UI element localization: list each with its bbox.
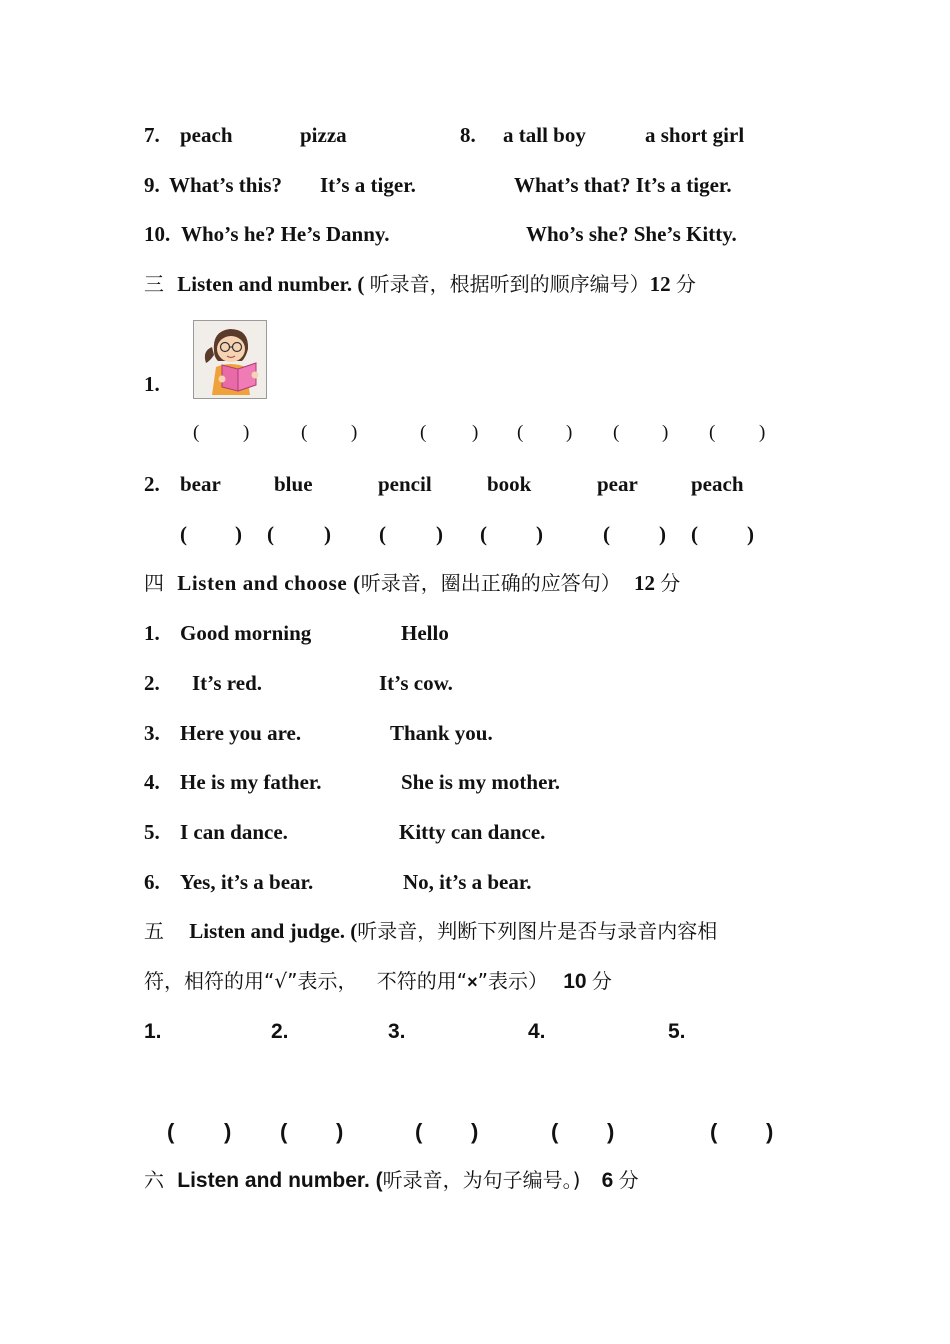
choice-3-option-b: Thank you. [390,721,493,745]
section-3-heading [144,271,696,297]
answer-paren-close: ) [566,422,573,443]
answer-paren-open: ( [379,522,386,546]
section-6-score-unit: 分 [618,1168,639,1192]
answer-paren-open: ( [301,422,308,443]
answer-paren-close: ) [471,1119,479,1144]
answer-paren-close: ) [747,522,754,546]
section-6-title: Listen and number. ( [177,1169,383,1192]
judge-2-number: 2. [271,1020,289,1043]
girl-reading-book-picture [193,320,267,399]
answer-paren-open: ( [267,522,274,546]
answer-paren-open: ( [551,1119,559,1144]
item-10-option-a: Who’s he? He’s Danny. [181,222,390,246]
girl-reading-illustration [194,321,266,398]
section-5-instruction-line-1: 听录音，判断下列图片是否与录音内容相 [357,919,718,943]
word-book: book [487,472,532,496]
answer-paren-open: ( [167,1119,175,1144]
answer-paren-close: ) [243,422,250,443]
section-5-score-unit: 分 [591,969,612,993]
item-10-number: 10. [144,222,171,246]
answer-paren-open: ( [710,1119,718,1144]
section-5-instruction-continued [144,968,612,995]
section-3-item-1-number: 1. [144,372,160,396]
section-6-number: 六 [144,1168,164,1192]
section-6-instruction: 听录音，为句子编号。) [382,1168,581,1192]
choice-2-option-a: It’s red. [192,671,262,695]
section-6-heading [144,1167,639,1194]
item-8-number: 8. [460,123,476,147]
choice-1-number: 1. [144,621,160,645]
answer-paren-close: ) [659,522,666,546]
section-3-title: Listen and number. ( [177,272,365,296]
section-5-score: 10 [563,970,587,993]
choice-4-number: 4. [144,770,160,794]
section-3-score: 12 [649,272,671,296]
section-4-instruction: 听录音，圈出正确的应答句） [360,571,621,595]
choice-5-option-a: I can dance. [180,820,288,844]
choice-6-option-b: No, it’s a bear. [403,870,532,894]
judge-4-number: 4. [528,1020,546,1043]
answer-paren-open: ( [180,522,187,546]
answer-paren-open: ( [517,422,524,443]
answer-paren-close: ) [607,1119,615,1144]
section-5-number: 五 [144,919,164,943]
choice-2-number: 2. [144,671,160,695]
section-4-heading [144,570,680,596]
answer-paren-open: ( [415,1119,423,1144]
section-5-instruction-line-2b: 不符的用“ [376,969,468,993]
answer-paren-close: ) [336,1119,344,1144]
item-9-number: 9. [144,173,160,197]
item-8-phrase-a: a tall boy [503,123,586,147]
section-4-score-unit: 分 [660,571,681,595]
answer-paren-close: ) [472,422,479,443]
answer-paren-open: ( [480,522,487,546]
item-7-word-b: pizza [300,123,347,147]
choice-5-option-b: Kitty can dance. [399,820,546,844]
answer-paren-close: ) [536,522,543,546]
item-9-answer: It’s a tiger. [320,173,416,197]
section-6-score: 6 [601,1169,614,1192]
judge-1-number: 1. [144,1020,162,1043]
section-5-heading [144,918,717,944]
section-3-instruction: 听录音，根据听到的顺序编号） [369,272,650,296]
answer-paren-open: ( [691,522,698,546]
item-7-number: 7. [144,123,160,147]
choice-3-option-a: Here you are. [180,721,302,745]
answer-paren-close: ) [324,522,331,546]
item-9-question: What’s this? [169,173,282,197]
answer-paren-open: ( [193,422,200,443]
answer-paren-open: ( [709,422,716,443]
choice-3-number: 3. [144,721,160,745]
answer-paren-close: ) [436,522,443,546]
choice-5-number: 5. [144,820,160,844]
section-3-score-unit: 分 [675,272,696,296]
judge-3-number: 3. [388,1020,406,1043]
answer-paren-close: ) [766,1119,774,1144]
word-bear: bear [180,472,221,496]
section-4-title: Listen and choose ( [177,571,361,595]
word-pencil: pencil [378,472,432,496]
cross-mark: × [467,972,478,992]
choice-1-option-a: Good morning [180,621,312,645]
answer-paren-open: ( [280,1119,288,1144]
section-5-title: Listen and judge. ( [189,919,358,943]
answer-paren-close: ) [662,422,669,443]
answer-paren-open: ( [613,422,620,443]
word-pear: pear [597,472,638,496]
answer-paren-open: ( [420,422,427,443]
judge-5-number: 5. [668,1020,686,1043]
choice-6-option-a: Yes, it’s a bear. [180,870,314,894]
word-peach: peach [691,472,744,496]
section-3-number: 三 [144,272,164,296]
section-4-number: 四 [144,571,164,595]
answer-paren-close: ) [235,522,242,546]
answer-paren-close: ) [351,422,358,443]
answer-paren-open: ( [603,522,610,546]
choice-4-option-b: She is my mother. [401,770,561,794]
section-5-instruction-line-2a: 符，相符的用“√”表示， [144,969,358,993]
choice-1-option-b: Hello [401,621,449,645]
item-10-option-b: Who’s she? She’s Kitty. [526,222,737,246]
word-blue: blue [274,472,313,496]
item-7-word-a: peach [180,123,233,147]
section-4-score: 12 [634,571,656,595]
choice-6-number: 6. [144,870,160,894]
section-3-item-2-number: 2. [144,472,160,496]
section-5-instruction-line-2c: ”表示） [477,969,548,993]
item-8-phrase-b: a short girl [645,123,745,147]
choice-4-option-a: He is my father. [180,770,322,794]
item-9-option-b: What’s that? It’s a tiger. [514,173,732,197]
answer-paren-close: ) [224,1119,232,1144]
choice-2-option-b: It’s cow. [379,671,453,695]
answer-paren-close: ) [759,422,766,443]
